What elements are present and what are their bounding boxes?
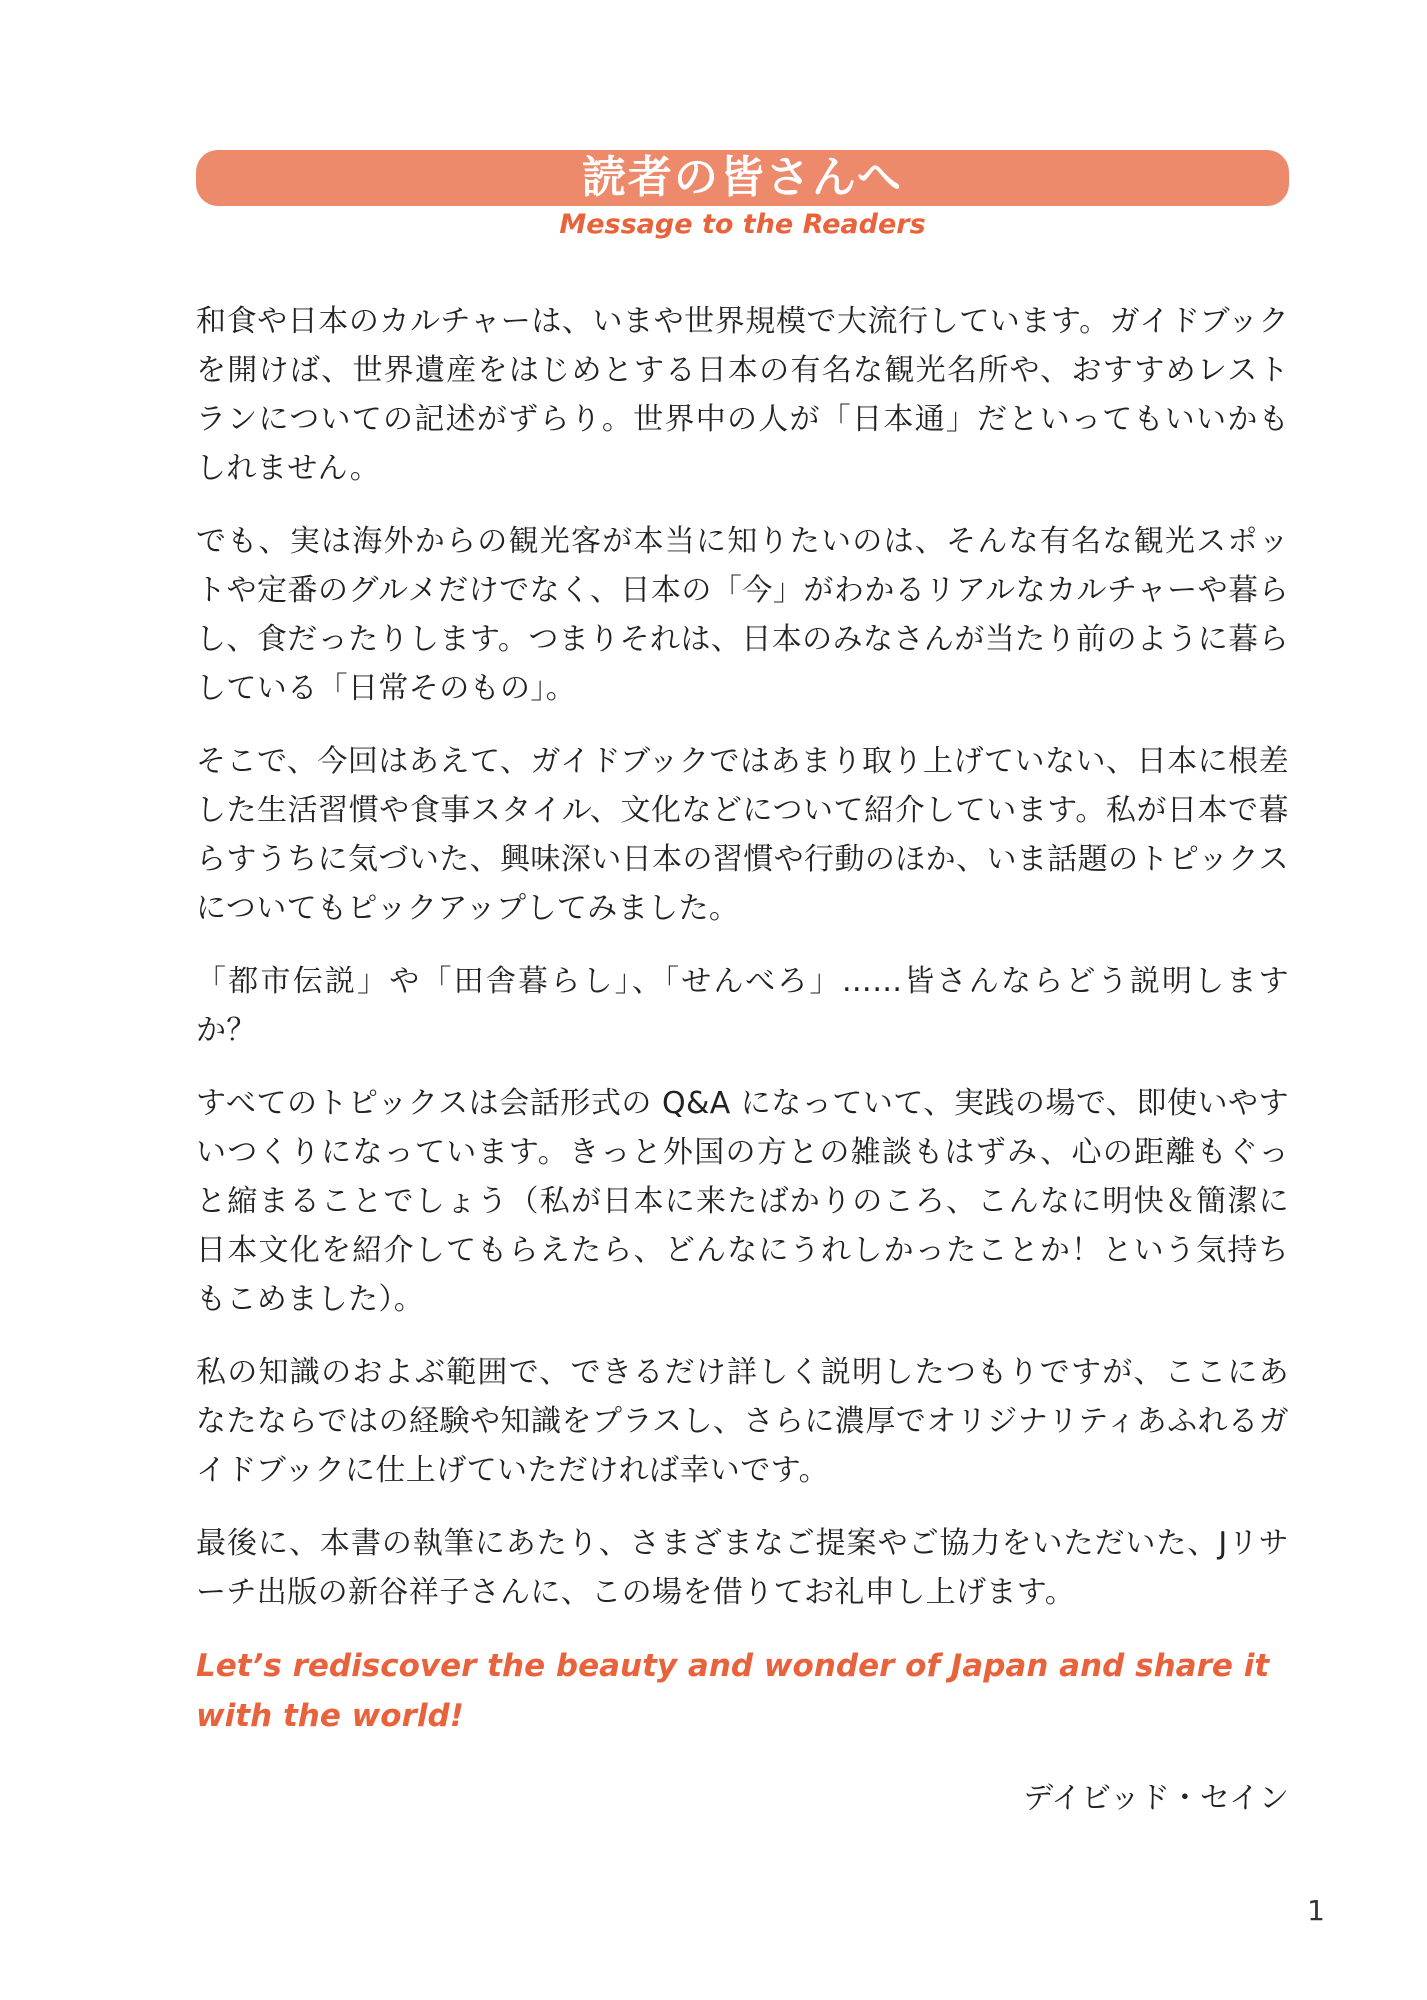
closing-message: Let’s rediscover the beauty and wonder of Japan and share it with the world! <box>196 1648 1270 1734</box>
paragraph-acknowledgements: 最後に、本書の執筆にあたり、さまざまなご提案やご協力をいただいた、Jリサーチ出版の新谷祥子さんに、この場を借りてお礼申し上げます。 <box>196 1526 1289 1610</box>
title-banner <box>196 150 1289 206</box>
paragraph-request: 私の知識のおよぶ範囲で、できるだけ詳しく説明したつもりですが、ここにあなたならではの経験や知識をプラスし、さらに濃厚でオリジナリティあふれるガイドブックに仕上げていただければ幸いです。 <box>196 1355 1289 1488</box>
body-text <box>196 297 1289 1819</box>
author-signature: デイビッド・セイン <box>1023 1781 1289 1816</box>
paragraph-topics: そこで、今回はあえて、ガイドブックではあまり取り上げていない、日本に根差した生活習慣や食事スタイル、文化などについて紹介しています。私が日本で暮らすうちに気づいた、興味深い日本の習慣や行動のほか、いま話題のトピックスについてもピックアップしてみました。 <box>196 744 1289 926</box>
paragraph-daily-life: でも、実は海外からの観光客が本当に知りたいのは、そんな有名な観光スポットや定番のグルメだけでなく、日本の「今」がわかるリアルなカルチャーや暮らし、食だったりします。つまりそれは、日本のみなさんが当たり前のように暮らしている「日常そのもの」。 <box>196 524 1289 706</box>
page-subtitle: Message to the Readers <box>559 209 926 240</box>
page-number: 1 <box>1307 1894 1325 1927</box>
paragraph-qa-format: すべてのトピックスは会話形式の Q&A になっていて、実践の場で、即使いやすいつくりになっています。きっと外国の方との雑談もはずみ、心の距離もぐっと縮まることでしょう（私が日本に来たばかりのころ、こんなに明快＆簡潔に日本文化を紹介してもらえたら、どんなにうれしかったことか！という気持ちもこめました）。 <box>196 1086 1289 1317</box>
paragraph-intro: 和食や日本のカルチャーは、いまや世界規模で大流行しています。ガイドブックを開けば、世界遺産をはじめとする日本の有名な観光名所や、おすすめレストランについての記述がずらり。世界中の人が「日本通」だといってもいいかもしれません。 <box>196 304 1289 486</box>
page-title: 読者の皆さんへ <box>581 152 904 203</box>
paragraph-examples: 「都市伝説」や「田舎暮らし」、「せんべろ」……皆さんならどう説明しますか？ <box>196 964 1289 1048</box>
